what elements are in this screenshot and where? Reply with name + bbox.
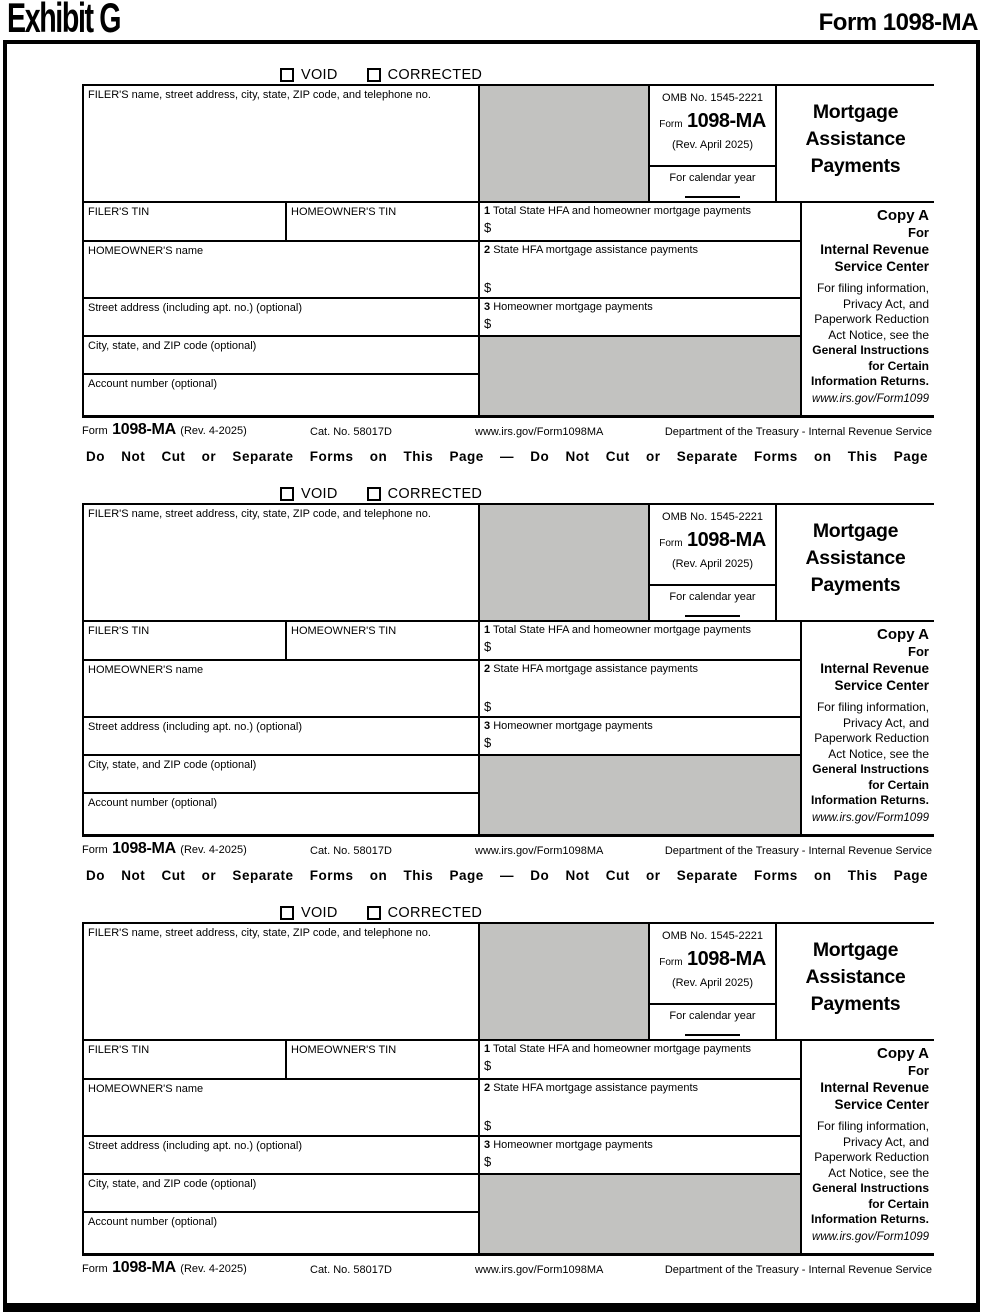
box1-label: 1 Total State HFA and homeowner mortgage payments <box>484 624 752 636</box>
footer-url: www.irs.gov/Form1098MA <box>475 845 604 857</box>
form-footer <box>82 1256 932 1282</box>
form-title-line1: Mortgage <box>812 101 899 123</box>
footer-department: Department of the Treasury - Internal Revenue Service <box>664 426 932 438</box>
footer-cat-no: Cat. No. 58017D <box>310 1264 392 1276</box>
form-title-line3: Payments <box>810 574 901 596</box>
corrected-checkbox[interactable] <box>367 906 381 920</box>
homeowner-tin-field[interactable] <box>287 622 480 661</box>
copy-notice-line3: Paperwork Reduction <box>814 312 929 326</box>
box1-number: 1 <box>484 205 491 217</box>
box3-label: 3 Homeowner mortgage payments <box>484 301 653 313</box>
footer-cat-no: Cat. No. 58017D <box>310 426 392 438</box>
street-address-field[interactable] <box>84 1137 480 1175</box>
page-form-number: Form 1098-MA <box>818 9 978 36</box>
copy-recipient-line2: Service Center <box>834 259 929 274</box>
copy-notice-line1: For filing information, <box>816 700 929 714</box>
box3-label: 3 Homeowner mortgage payments <box>484 720 653 732</box>
form-title <box>777 86 934 180</box>
box2-number: 2 <box>484 1082 491 1094</box>
copy-notice-line3: Paperwork Reduction <box>814 731 929 745</box>
footer-form-revision: (Rev. 4-2025) <box>180 1263 247 1275</box>
form-1098ma-copy <box>7 66 976 470</box>
street-address-label: Street address (including apt. no.) (optional) <box>88 302 303 314</box>
account-number-field[interactable] <box>84 375 480 415</box>
copy-bold-line3: Information Returns. <box>810 793 929 807</box>
omb-number: OMB No. 1545-2221 <box>662 511 763 523</box>
shaded-area-bottom <box>480 337 802 415</box>
form-revision: (Rev. April 2025) <box>671 558 754 570</box>
box1-dollar-sign: $ <box>484 220 492 235</box>
calendar-year-cell <box>650 586 777 622</box>
box3-mortgage-payments-field[interactable] <box>480 299 802 337</box>
calendar-year-label: For calendar year <box>669 1010 756 1022</box>
calendar-year-cell <box>650 1005 777 1041</box>
corrected-label: CORRECTED <box>387 905 483 921</box>
form-title-cell <box>777 505 934 622</box>
footer-form-word: Form <box>82 1263 108 1275</box>
account-number-label: Account number (optional) <box>88 797 218 809</box>
box3-mortgage-payments-field[interactable] <box>480 718 802 756</box>
copy-a-panel <box>802 1041 934 1253</box>
do-not-cut-notice: Do Not Cut or Separate Forms on This Page — Do Not Cut or Separate Forms on This Page <box>85 449 929 464</box>
copy-recipient-line1: Internal Revenue <box>820 242 929 257</box>
shaded-area-top <box>480 924 650 1041</box>
account-number-label: Account number (optional) <box>88 1216 218 1228</box>
copy-notice-line4: Act Notice, see the <box>828 1165 929 1180</box>
void-corrected-row <box>280 66 976 84</box>
form-table <box>82 503 934 837</box>
homeowner-name-label: HOMEOWNER'S name <box>88 1083 204 1095</box>
copy-recipient-line1: Internal Revenue <box>820 661 929 676</box>
form-revision: (Rev. April 2025) <box>671 977 754 989</box>
shaded-area-top <box>480 505 650 622</box>
copy-url: www.irs.gov/Form1099 <box>812 1230 929 1243</box>
filer-name-field[interactable] <box>84 924 480 1041</box>
form-title-line3: Payments <box>810 993 901 1015</box>
homeowner-name-field[interactable] <box>84 661 480 718</box>
footer-form-id-group <box>82 840 247 858</box>
void-checkbox[interactable] <box>280 906 294 920</box>
homeowner-name-field[interactable] <box>84 242 480 299</box>
filer-name-label: FILER'S name, street address, city, state, ZIP code, and telephone no. <box>88 927 431 939</box>
form-table <box>82 922 934 1256</box>
box2-dollar-sign: $ <box>484 1118 492 1133</box>
form-id: 1098-MA <box>687 948 766 970</box>
shaded-area-top <box>480 86 650 203</box>
filer-name-field[interactable] <box>84 86 480 203</box>
calendar-year-field[interactable] <box>685 188 740 198</box>
footer-form-id-group <box>82 421 247 439</box>
copy-bold-line1: General Instructions <box>812 762 929 776</box>
omb-cell <box>650 505 777 586</box>
box2-assistance-payments-field[interactable] <box>480 661 802 718</box>
shaded-area-bottom <box>480 1175 802 1253</box>
corrected-checkbox[interactable] <box>367 68 381 82</box>
box2-label: 2 State HFA mortgage assistance payments <box>484 1082 699 1094</box>
void-corrected-row <box>280 485 976 503</box>
homeowner-name-label: HOMEOWNER'S name <box>88 664 204 676</box>
corrected-checkbox-group[interactable] <box>367 67 483 83</box>
box2-number: 2 <box>484 244 491 256</box>
footer-department: Department of the Treasury - Internal Revenue Service <box>664 1264 932 1276</box>
city-state-zip-field[interactable] <box>84 1175 480 1213</box>
copy-for-label: For <box>908 1063 929 1078</box>
footer-form-id-group <box>82 1259 247 1277</box>
form-title-cell <box>777 924 934 1041</box>
corrected-label: CORRECTED <box>387 67 483 83</box>
calendar-year-field[interactable] <box>685 1026 740 1036</box>
form-footer <box>82 418 932 444</box>
street-address-field[interactable] <box>84 718 480 756</box>
copy-bold-line2: for Certain <box>868 777 929 792</box>
form-table <box>82 84 934 418</box>
box3-number: 3 <box>484 1139 491 1151</box>
filer-tin-label: FILER'S TIN <box>88 1044 150 1056</box>
calendar-year-label: For calendar year <box>669 172 756 184</box>
form-word: Form <box>659 957 683 968</box>
footer-form-revision: (Rev. 4-2025) <box>180 425 247 437</box>
copy-bold-line3: Information Returns. <box>810 374 929 388</box>
box3-label: 3 Homeowner mortgage payments <box>484 1139 653 1151</box>
copy-a-label: Copy A <box>877 1045 929 1062</box>
form-title-line1: Mortgage <box>812 939 899 961</box>
footer-form-revision: (Rev. 4-2025) <box>180 844 247 856</box>
account-number-label: Account number (optional) <box>88 378 218 390</box>
form-title <box>777 924 934 1018</box>
filer-tin-label: FILER'S TIN <box>88 625 150 637</box>
footer-form-word: Form <box>82 844 108 856</box>
void-label: VOID <box>301 67 338 83</box>
footer-url: www.irs.gov/Form1098MA <box>475 426 604 438</box>
homeowner-tin-label: HOMEOWNER'S TIN <box>291 1044 397 1056</box>
exhibit-title: Exhibit G <box>7 0 121 41</box>
calendar-year-cell <box>650 167 777 203</box>
form-title-line3: Payments <box>810 155 901 177</box>
box1-number: 1 <box>484 1043 491 1055</box>
box2-assistance-payments-field[interactable] <box>480 1080 802 1137</box>
box2-label: 2 State HFA mortgage assistance payments <box>484 663 699 675</box>
filer-tin-field[interactable] <box>84 622 287 661</box>
form-1098ma-copy <box>7 485 976 889</box>
copy-recipient-line2: Service Center <box>834 1097 929 1112</box>
copy-bold-line3: Information Returns. <box>810 1212 929 1226</box>
form-id-line <box>650 529 775 555</box>
form-id: 1098-MA <box>687 110 766 132</box>
filer-name-label: FILER'S name, street address, city, state, ZIP code, and telephone no. <box>88 508 431 520</box>
box1-total-payments-field[interactable] <box>480 203 802 242</box>
corrected-checkbox-group[interactable] <box>367 486 483 502</box>
form-title-line2: Assistance <box>805 128 906 150</box>
box1-label: 1 Total State HFA and homeowner mortgage payments <box>484 205 752 217</box>
copy-notice-line4: Act Notice, see the <box>828 746 929 761</box>
footer-cat-no: Cat. No. 58017D <box>310 845 392 857</box>
form-title-line1: Mortgage <box>812 520 899 542</box>
copy-notice-line2: Privacy Act, and <box>842 296 929 311</box>
copy-bold-line2: for Certain <box>868 358 929 373</box>
calendar-year-field[interactable] <box>685 607 740 617</box>
void-checkbox-group[interactable] <box>280 486 338 502</box>
form-title-line2: Assistance <box>805 547 906 569</box>
void-label: VOID <box>301 905 338 921</box>
void-checkbox-group[interactable] <box>280 67 338 83</box>
form-id-line <box>650 110 775 136</box>
copy-a-panel <box>802 622 934 834</box>
copy-url: www.irs.gov/Form1099 <box>812 392 929 405</box>
footer-form-id: 1098-MA <box>112 1259 176 1276</box>
form-title-line2: Assistance <box>805 966 906 988</box>
footer-form-id: 1098-MA <box>112 840 176 857</box>
box1-dollar-sign: $ <box>484 1058 492 1073</box>
homeowner-tin-field[interactable] <box>287 203 480 242</box>
filer-name-label: FILER'S name, street address, city, state, ZIP code, and telephone no. <box>88 89 431 101</box>
copy-recipient-line1: Internal Revenue <box>820 1080 929 1095</box>
account-number-field[interactable] <box>84 1213 480 1253</box>
filer-tin-label: FILER'S TIN <box>88 206 150 218</box>
city-state-zip-label: City, state, and ZIP code (optional) <box>88 340 257 352</box>
homeowner-tin-label: HOMEOWNER'S TIN <box>291 625 397 637</box>
street-address-label: Street address (including apt. no.) (optional) <box>88 1140 303 1152</box>
filer-tin-field[interactable] <box>84 203 287 242</box>
form-1098ma-copy <box>7 904 976 1282</box>
box3-dollar-sign: $ <box>484 316 492 331</box>
page-frame <box>3 40 980 1312</box>
void-label: VOID <box>301 486 338 502</box>
omb-cell <box>650 924 777 1005</box>
box1-dollar-sign: $ <box>484 639 492 654</box>
omb-number: OMB No. 1545-2221 <box>662 930 763 942</box>
corrected-label: CORRECTED <box>387 486 483 502</box>
homeowner-tin-label: HOMEOWNER'S TIN <box>291 206 397 218</box>
do-not-cut-notice: Do Not Cut or Separate Forms on This Page — Do Not Cut or Separate Forms on This Page <box>85 868 929 883</box>
box2-label: 2 State HFA mortgage assistance payments <box>484 244 699 256</box>
copy-for-label: For <box>908 225 929 240</box>
box2-dollar-sign: $ <box>484 699 492 714</box>
void-checkbox-group[interactable] <box>280 905 338 921</box>
footer-department: Department of the Treasury - Internal Revenue Service <box>664 845 932 857</box>
copy-bold-line2: for Certain <box>868 1196 929 1211</box>
box3-number: 3 <box>484 720 491 732</box>
filer-tin-field[interactable] <box>84 1041 287 1080</box>
box1-label: 1 Total State HFA and homeowner mortgage payments <box>484 1043 752 1055</box>
copy-recipient-line2: Service Center <box>834 678 929 693</box>
void-checkbox[interactable] <box>280 68 294 82</box>
account-number-field[interactable] <box>84 794 480 834</box>
city-state-zip-label: City, state, and ZIP code (optional) <box>88 1178 257 1190</box>
box3-dollar-sign: $ <box>484 735 492 750</box>
box2-number: 2 <box>484 663 491 675</box>
shaded-area-bottom <box>480 756 802 834</box>
copy-notice-line2: Privacy Act, and <box>842 1134 929 1149</box>
void-checkbox[interactable] <box>280 487 294 501</box>
forms-container <box>7 66 976 1282</box>
box1-total-payments-field[interactable] <box>480 622 802 661</box>
copy-notice-line4: Act Notice, see the <box>828 327 929 342</box>
filer-name-field[interactable] <box>84 505 480 622</box>
city-state-zip-field[interactable] <box>84 337 480 375</box>
corrected-checkbox-group[interactable] <box>367 905 483 921</box>
form-word: Form <box>659 119 683 130</box>
corrected-checkbox[interactable] <box>367 487 381 501</box>
form-id-line <box>650 948 775 974</box>
box3-mortgage-payments-field[interactable] <box>480 1137 802 1175</box>
copy-a-label: Copy A <box>877 207 929 224</box>
homeowner-tin-field[interactable] <box>287 1041 480 1080</box>
calendar-year-label: For calendar year <box>669 591 756 603</box>
omb-number: OMB No. 1545-2221 <box>662 92 763 104</box>
copy-notice-line3: Paperwork Reduction <box>814 1150 929 1164</box>
box3-number: 3 <box>484 301 491 313</box>
box2-assistance-payments-field[interactable] <box>480 242 802 299</box>
street-address-label: Street address (including apt. no.) (optional) <box>88 721 303 733</box>
form-footer <box>82 837 932 863</box>
form-title-cell <box>777 86 934 203</box>
street-address-field[interactable] <box>84 299 480 337</box>
form-id: 1098-MA <box>687 529 766 551</box>
city-state-zip-field[interactable] <box>84 756 480 794</box>
box3-dollar-sign: $ <box>484 1154 492 1169</box>
form-title <box>777 505 934 599</box>
form-revision: (Rev. April 2025) <box>671 139 754 151</box>
copy-bold-line1: General Instructions <box>812 1181 929 1195</box>
copy-notice-line1: For filing information, <box>816 281 929 295</box>
copy-url: www.irs.gov/Form1099 <box>812 811 929 824</box>
copy-notice-line1: For filing information, <box>816 1119 929 1133</box>
footer-form-id: 1098-MA <box>112 421 176 438</box>
footer-form-word: Form <box>82 425 108 437</box>
copy-for-label: For <box>908 644 929 659</box>
copy-notice-line2: Privacy Act, and <box>842 715 929 730</box>
copy-a-label: Copy A <box>877 626 929 643</box>
box1-total-payments-field[interactable] <box>480 1041 802 1080</box>
box2-dollar-sign: $ <box>484 280 492 295</box>
omb-cell <box>650 86 777 167</box>
box1-number: 1 <box>484 624 491 636</box>
city-state-zip-label: City, state, and ZIP code (optional) <box>88 759 257 771</box>
copy-bold-line1: General Instructions <box>812 343 929 357</box>
homeowner-name-field[interactable] <box>84 1080 480 1137</box>
homeowner-name-label: HOMEOWNER'S name <box>88 245 204 257</box>
copy-a-panel <box>802 203 934 415</box>
form-word: Form <box>659 538 683 549</box>
void-corrected-row <box>280 904 976 922</box>
footer-url: www.irs.gov/Form1098MA <box>475 1264 604 1276</box>
